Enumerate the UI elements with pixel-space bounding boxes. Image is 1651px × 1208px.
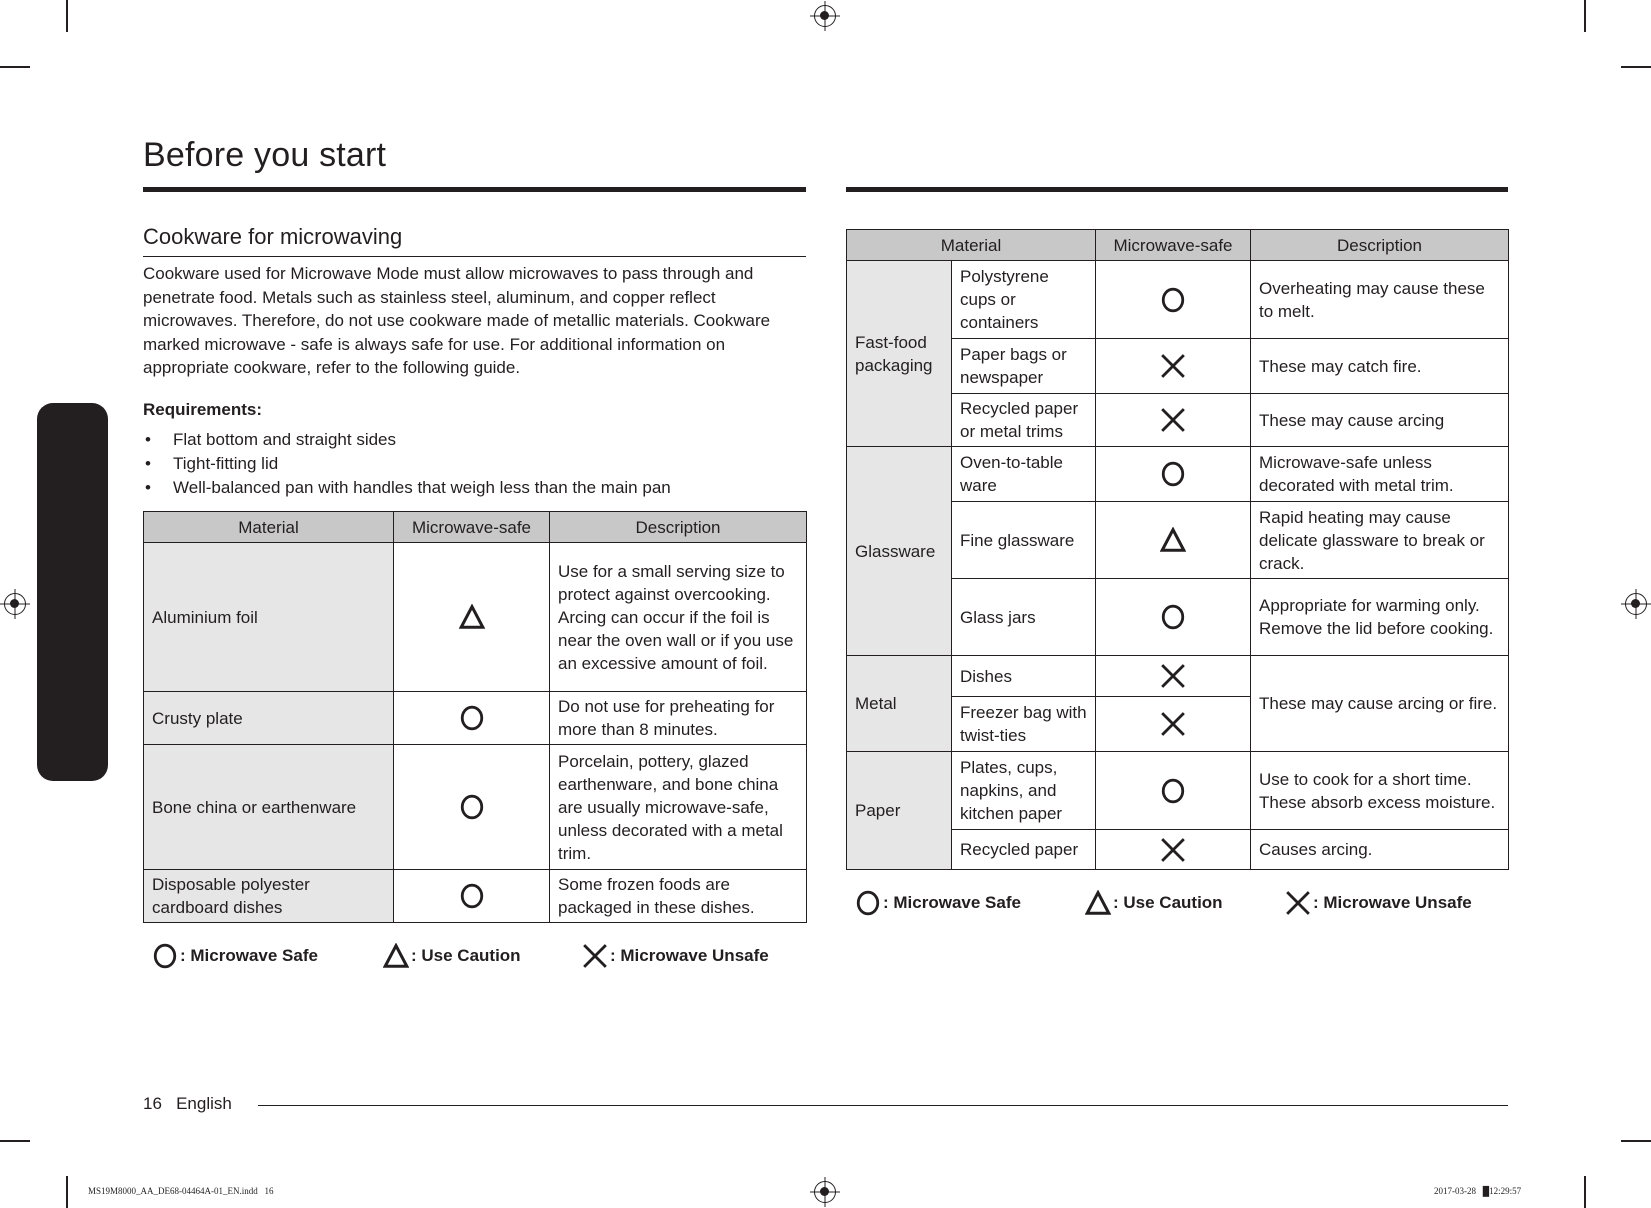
x-unsafe-icon bbox=[1160, 663, 1186, 689]
description-cell: Appropriate for warming only. Remove the lid before cooking. bbox=[1251, 579, 1509, 656]
file-slug: MS19M8000_AA_DE68-04464A-01_EN.indd 16 bbox=[88, 1186, 274, 1196]
safety-cell bbox=[394, 745, 550, 870]
table-row bbox=[847, 447, 1509, 502]
safety-cell bbox=[394, 543, 550, 692]
legend-label: : Microwave Unsafe bbox=[610, 946, 769, 965]
material-cell: Glass jars bbox=[952, 579, 1096, 656]
safety-cell bbox=[1096, 697, 1251, 752]
title-rule-left bbox=[143, 187, 806, 192]
safety-cell bbox=[1096, 752, 1251, 830]
description-cell: Rapid heating may cause delicate glassware to break or crack. bbox=[1251, 502, 1509, 579]
legend-unsafe bbox=[1285, 890, 1472, 916]
list-item: • Flat bottom and straight sides bbox=[143, 428, 671, 452]
table-row bbox=[144, 692, 807, 745]
timestamp-slug: 2017-03-28 █12:29:57 bbox=[1434, 1186, 1522, 1196]
title-rule-right bbox=[846, 187, 1508, 192]
safety-cell bbox=[1096, 339, 1251, 394]
requirements-list bbox=[143, 428, 671, 500]
footer-rule bbox=[258, 1105, 1508, 1106]
legend-label: : Use Caution bbox=[1113, 893, 1223, 912]
legend-safe bbox=[152, 943, 318, 969]
description-cell: Use for a small serving size to protect against overcooking. Arcing can occur if the foil is near the oven wall or if you use an excessive amount of foil. bbox=[550, 543, 807, 692]
material-cell: Bone china or earthenware bbox=[144, 745, 394, 870]
safety-cell bbox=[1096, 447, 1251, 502]
registration-mark-icon bbox=[4, 593, 26, 615]
legend-caution bbox=[1085, 890, 1223, 916]
group-cell: Metal bbox=[847, 656, 952, 752]
description-cell: Microwave-safe unless decorated with metal trim. bbox=[1251, 447, 1509, 502]
circle-safe-icon bbox=[459, 794, 485, 820]
circle-safe-icon bbox=[152, 943, 178, 969]
cookware-table-right bbox=[846, 229, 1509, 870]
legend-label: : Use Caution bbox=[411, 946, 521, 965]
table-row bbox=[847, 752, 1509, 830]
registration-mark-icon bbox=[814, 1181, 836, 1203]
material-cell: Fine glassware bbox=[952, 502, 1096, 579]
x-unsafe-icon bbox=[1160, 353, 1186, 379]
crop-mark bbox=[66, 1176, 68, 1208]
material-cell: Freezer bag with twist-ties bbox=[952, 697, 1096, 752]
table-row bbox=[847, 261, 1509, 339]
list-item: • Tight-fitting lid bbox=[143, 452, 671, 476]
registration-mark-icon bbox=[814, 5, 836, 27]
header-material: Material bbox=[847, 230, 1096, 261]
list-item: • Well-balanced pan with handles that weigh less than the main pan bbox=[143, 476, 671, 500]
header-description: Description bbox=[1251, 230, 1509, 261]
crop-mark bbox=[1621, 1140, 1651, 1142]
crop-mark bbox=[1621, 66, 1651, 68]
intro-paragraph: Cookware used for Microwave Mode must allow microwaves to pass through and penetrate food. Metals such as stainless steel, aluminum, and copper reflect microwaves. Therefore, do not use cookware made of metallic materials. Cookware marked microwave - safe is always safe for use. For additional information on appropriate cookware, refer to the following guide. bbox=[143, 264, 771, 377]
legend-label: : Microwave Safe bbox=[180, 946, 318, 965]
legend-unsafe bbox=[582, 943, 769, 969]
x-unsafe-icon bbox=[1160, 837, 1186, 863]
crop-mark bbox=[1584, 1176, 1586, 1208]
side-tab bbox=[37, 403, 119, 1059]
x-unsafe-icon bbox=[1285, 890, 1311, 916]
description-cell: Use to cook for a short time. These absorb excess moisture. bbox=[1251, 752, 1509, 830]
page-footer bbox=[143, 1094, 232, 1114]
cookware-table-left bbox=[143, 511, 807, 923]
requirements-label: Requirements: bbox=[143, 400, 263, 419]
material-cell: Recycled paper bbox=[952, 830, 1096, 870]
safety-cell bbox=[394, 692, 550, 745]
material-cell: Oven-to-table ware bbox=[952, 447, 1096, 502]
table-row bbox=[144, 870, 807, 923]
x-unsafe-icon bbox=[1160, 407, 1186, 433]
safety-cell bbox=[1096, 579, 1251, 656]
description-cell: Overheating may cause these to melt. bbox=[1251, 261, 1509, 339]
header-microwave-safe: Microwave-safe bbox=[394, 512, 550, 543]
page-language: English bbox=[176, 1094, 232, 1113]
description-cell: These may cause arcing or fire. bbox=[1251, 656, 1509, 752]
safety-cell bbox=[394, 870, 550, 923]
legend-safe bbox=[855, 890, 1021, 916]
circle-safe-icon bbox=[855, 890, 881, 916]
description-cell: Causes arcing. bbox=[1251, 830, 1509, 870]
description-cell: These may catch fire. bbox=[1251, 339, 1509, 394]
safety-cell bbox=[1096, 502, 1251, 579]
material-cell: Paper bags or newspaper bbox=[952, 339, 1096, 394]
description-cell: Porcelain, pottery, glazed earthenware, and bone china are usually microwave-safe, unless decorated with a metal trim. bbox=[550, 745, 807, 870]
table-row bbox=[144, 745, 807, 870]
material-cell: Recycled paper or metal trims bbox=[952, 394, 1096, 447]
triangle-caution-icon bbox=[383, 943, 409, 969]
table-row bbox=[144, 543, 807, 692]
triangle-caution-icon bbox=[459, 604, 485, 630]
description-cell: These may cause arcing bbox=[1251, 394, 1509, 447]
material-cell: Plates, cups, napkins, and kitchen paper bbox=[952, 752, 1096, 830]
legend-label: : Microwave Safe bbox=[883, 893, 1021, 912]
safety-cell bbox=[1096, 830, 1251, 870]
side-tab-label: Before you start bbox=[100, 928, 119, 1059]
page-title: Before you start bbox=[143, 136, 387, 174]
circle-safe-icon bbox=[1160, 461, 1186, 487]
safety-cell bbox=[1096, 394, 1251, 447]
group-cell: Paper bbox=[847, 752, 952, 870]
safety-cell bbox=[1096, 656, 1251, 697]
safety-cell bbox=[1096, 261, 1251, 339]
triangle-caution-icon bbox=[1160, 527, 1186, 553]
material-cell: Aluminium foil bbox=[144, 543, 394, 692]
header-description: Description bbox=[550, 512, 807, 543]
crop-mark bbox=[66, 0, 68, 32]
material-cell: Disposable polyester cardboard dishes bbox=[144, 870, 394, 923]
crop-mark bbox=[0, 66, 30, 68]
section-heading: Cookware for microwaving bbox=[143, 224, 806, 257]
material-cell: Crusty plate bbox=[144, 692, 394, 745]
header-material: Material bbox=[144, 512, 394, 543]
circle-safe-icon bbox=[1160, 778, 1186, 804]
legend-label: : Microwave Unsafe bbox=[1313, 893, 1472, 912]
table-row bbox=[847, 656, 1509, 697]
description-cell: Do not use for preheating for more than 8 minutes. bbox=[550, 692, 807, 745]
circle-safe-icon bbox=[1160, 604, 1186, 630]
circle-safe-icon bbox=[459, 705, 485, 731]
x-unsafe-icon bbox=[1160, 711, 1186, 737]
legend-caution bbox=[383, 943, 521, 969]
group-cell: Glassware bbox=[847, 447, 952, 656]
header-microwave-safe: Microwave-safe bbox=[1096, 230, 1251, 261]
x-unsafe-icon bbox=[582, 943, 608, 969]
circle-safe-icon bbox=[459, 883, 485, 909]
registration-mark-icon bbox=[1625, 593, 1647, 615]
description-cell: Some frozen foods are packaged in these dishes. bbox=[550, 870, 807, 923]
crop-mark bbox=[1584, 0, 1586, 32]
material-cell: Dishes bbox=[952, 656, 1096, 697]
circle-safe-icon bbox=[1160, 287, 1186, 313]
material-cell: Polystyrene cups or containers bbox=[952, 261, 1096, 339]
page-number: 16 bbox=[143, 1094, 162, 1113]
group-cell: Fast-food packaging bbox=[847, 261, 952, 447]
triangle-caution-icon bbox=[1085, 890, 1111, 916]
crop-mark bbox=[0, 1140, 30, 1142]
